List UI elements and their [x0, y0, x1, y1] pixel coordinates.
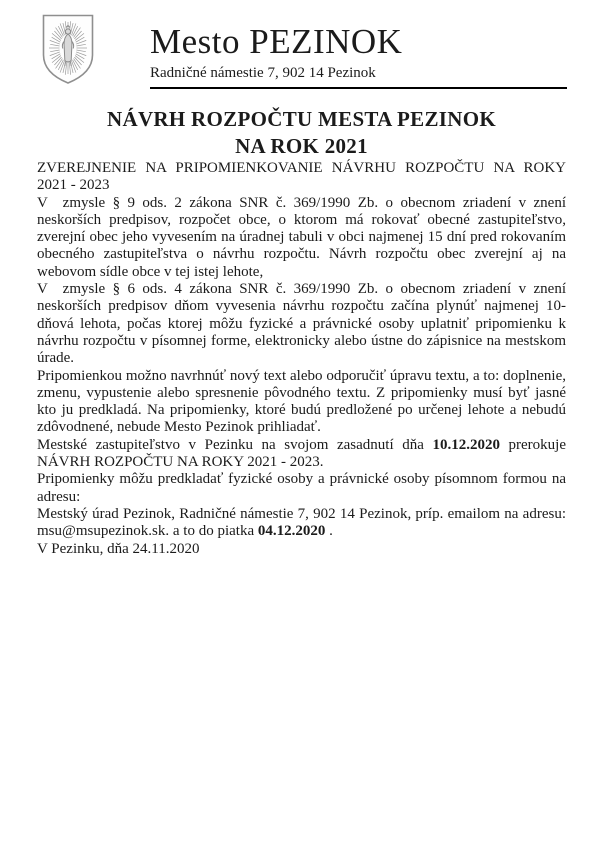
- document-title-line1: NÁVRH ROZPOČTU MESTA PEZINOK: [107, 107, 496, 131]
- org-name: Mesto PEZINOK: [150, 22, 403, 61]
- header-divider: [150, 87, 567, 89]
- address-text-before: Mestský úrad Pezinok, Radničné námestie 7, 902 14 Pezinok, príp. emailom na adresu: msu@msupezinok.sk. a to do piatka: [37, 505, 566, 540]
- document-body: [0, 106, 600, 558]
- coat-of-arms-icon: [40, 13, 96, 85]
- org-address: Radničné námestie 7, 902 14 Pezinok: [150, 65, 376, 81]
- letterhead-text: [150, 14, 600, 82]
- meeting-text-before: Mestské zastupiteľstvo v Pezinku na svojom zasadnutí dňa: [37, 436, 433, 453]
- document-subtitle: ZVEREJNENIE NA PRIPOMIENKOVANIE NÁVRHU ROZPOČTU NA ROKY 2021 - 2023: [37, 160, 566, 194]
- paragraph-submission-address: [37, 506, 566, 541]
- paragraph-law-section9: V zmysle § 9 ods. 2 zákona SNR č. 369/1990 Zb. o obecnom zriadení v znení neskorších predpisov, rozpočet obce, o ktorom má rokovať obecné zastupiteľstvo, zverejní obec jeho vyvesením na úradnej tabuli v obci najmenej 15 dní pred rokovaním obecného zastupiteľstva o návrhu rozpočtu. Návrh rozpočtu obec zverejní aj na webovom sídle obce v tej istej lehote,: [37, 194, 566, 280]
- meeting-text-after: prerokuje NÁVRH ROZPOČTU NA ROKY 2021 - 2023.: [37, 436, 566, 471]
- deadline-date: 04.12.2020: [257, 523, 326, 540]
- paragraph-law-section6: V zmysle § 6 ods. 4 zákona SNR č. 369/1990 Zb. o obecnom zriadení v znení neskorších predpisov dňom vyvesenia návrhu rozpočtu začína plynúť najmenej 10-dňová lehota, počas ktorej môžu fyzické a právnické osoby uplatniť pripomienku k návrhu rozpočtu v písomnej forme, elektronicky alebo ústne do zápisnice na mestskom úrade.: [37, 281, 566, 367]
- paragraph-council-meeting: [37, 437, 566, 472]
- signature-line: V Pezinku, dňa 24.11.2020: [37, 540, 200, 557]
- address-text-after: .: [325, 523, 333, 540]
- document-title-line2: NA ROK 2021: [235, 134, 368, 158]
- letterhead: [0, 0, 600, 89]
- document-title: [37, 106, 566, 160]
- meeting-date: 10.12.2020: [432, 436, 500, 453]
- paragraph-comment-rules: Pripomienkou možno navrhnúť nový text alebo odporučiť úpravu textu, a to: doplnenie, zmenu, vypustenie alebo spresnenie pôvodného textu. Z pripomienky musí byť jasné kto ju predkladá. Na pripomienky, ktoré budú predložené po určenej lehote a nebudú zdôvodnené, nebude Mesto Pezinok prihliadať.: [37, 367, 566, 436]
- paragraph-submission-info: Pripomienky môžu predkladať fyzické osoby a právnické osoby písomnom formou na adresu:: [37, 471, 566, 505]
